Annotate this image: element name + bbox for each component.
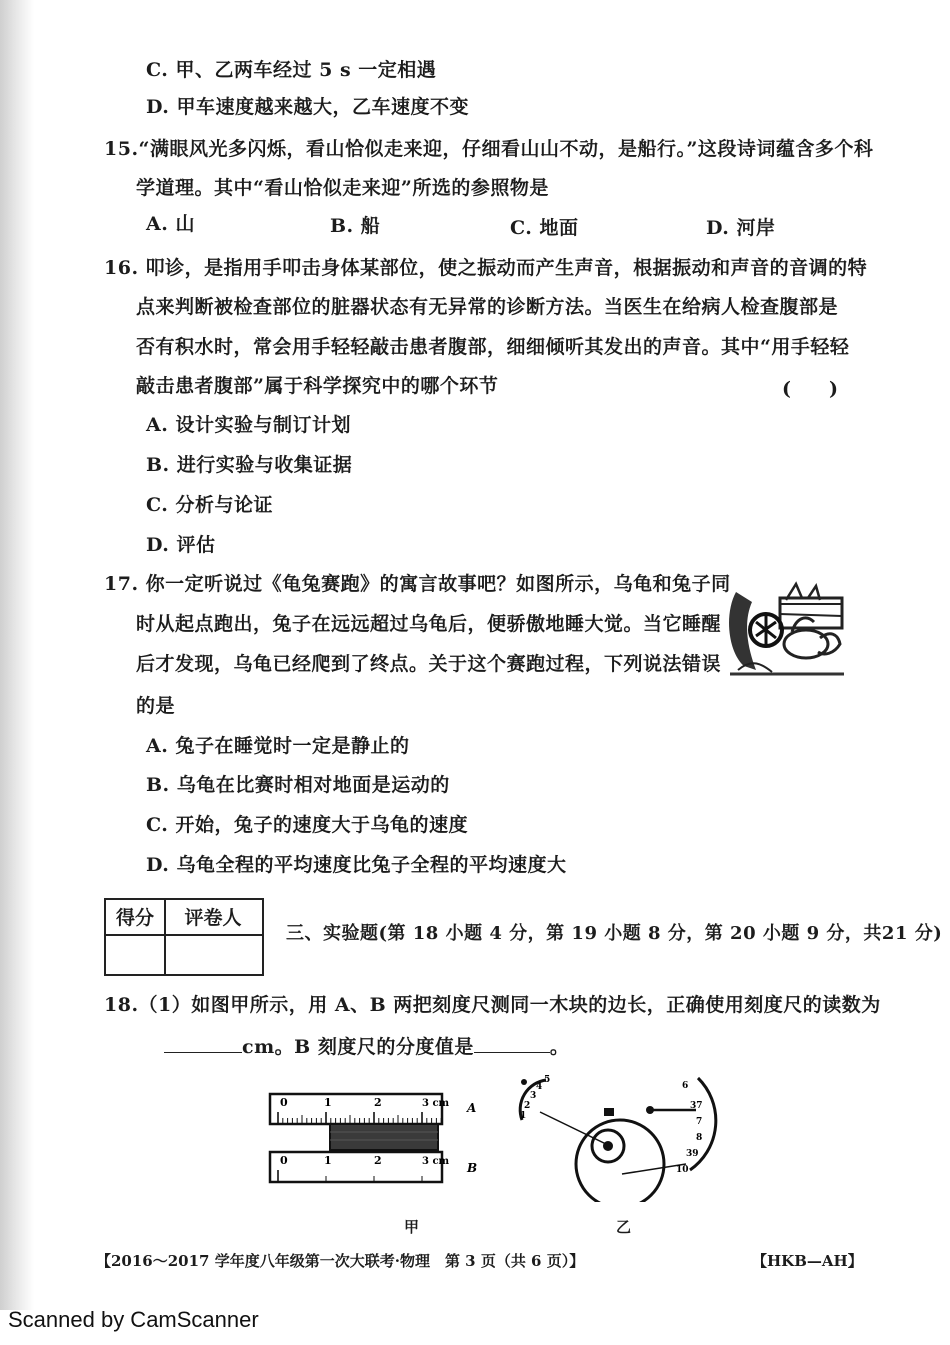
page-footer: 【2016～2017 学年度八年级第一次大联考·物理 第 3 页（共 6 页）】 (96, 1252, 585, 1270)
q17-option-b: B. 乌龟在比赛时相对地面是运动的 (146, 774, 450, 796)
ruler-b-body (270, 1152, 442, 1182)
q18-text-line1: 18.（1）如图甲所示，用 A、B 两把刻度尺测同一木块的边长，正确使用刻度尺的读数为 (104, 994, 881, 1016)
crown-button (604, 1108, 614, 1116)
q15-option-a: A. 山 (146, 213, 195, 235)
q15-option-c: C. 地面 (510, 217, 579, 239)
score-cell (106, 936, 166, 974)
figure-yi-label: 乙 (616, 1218, 632, 1236)
ruler-b-tick-0: 0 (280, 1154, 288, 1167)
q16-text-line3: 否有积水时，常会用手轻轻敲击患者腹部，细细倾听其发出的声音。其中“用手轻轻 (136, 336, 850, 358)
tortoise-hare-illustration (722, 574, 850, 682)
q15-option-d: D. 河岸 (706, 217, 776, 239)
paper-code: 【HKB—AH】 (752, 1252, 863, 1270)
q16-text-line1: 16. 叩诊，是指用手叩击身体某部位，使之振动而产生声音，根据振动和声音的音调的特 (104, 257, 868, 279)
small-dial-num-5: 5 (544, 1075, 551, 1085)
figure-jia-label: 甲 (404, 1218, 420, 1236)
stopwatch-body (576, 1120, 664, 1202)
q15-option-b: B. 船 (330, 215, 381, 237)
small-dial-num-3: 3 (530, 1091, 537, 1101)
q16-option-a: A. 设计实验与制订计划 (146, 414, 351, 436)
ruler-a-tick-2: 2 (374, 1096, 382, 1109)
q16-text-line2: 点来判断被检查部位的脏器状态有无异常的诊断方法。当医生在给病人检查腹部是 (136, 296, 839, 318)
ruler-a-label: A (467, 1101, 477, 1115)
q18-answer-blank-2[interactable] (474, 1034, 550, 1053)
big-dial-num-39: 39 (686, 1149, 699, 1159)
grader-cell (164, 936, 262, 974)
big-dial-num-10: 10 (676, 1165, 689, 1175)
scan-credit: Scanned by CamScanner (8, 1307, 259, 1332)
q18-end-text: 。 (549, 1036, 570, 1058)
q17-text-line1: 17. 你一定听说过《龟兔赛跑》的寓言故事吧？如图所示，乌龟和兔子同 (104, 573, 731, 595)
ruler-b-tick-1: 1 (324, 1154, 332, 1167)
q16-answer-paren: ( ) (782, 378, 838, 400)
q14-option-c: C. 甲、乙两车经过 5 s 一定相遇 (146, 59, 437, 81)
big-dial-num-8: 8 (696, 1133, 703, 1143)
grader-header: 评卷人 (164, 900, 262, 936)
q14-option-d: D. 甲车速度越来越大，乙车速度不变 (146, 96, 470, 118)
q17-option-d: D. 乌龟全程的平均速度比兔子全程的平均速度大 (146, 854, 567, 876)
ruler-a-tick-1: 1 (324, 1096, 332, 1109)
wooden-block (330, 1124, 438, 1150)
q18-unit-text: cm。B 刻度尺的分度值是 (242, 1036, 474, 1058)
q18-answer-blank-1[interactable] (164, 1034, 242, 1053)
q16-option-c: C. 分析与论证 (146, 494, 274, 516)
ruler-a-body (270, 1094, 442, 1124)
q17-option-a: A. 兔子在睡觉时一定是静止的 (146, 735, 410, 757)
small-dial-num-1: 1 (520, 1111, 527, 1121)
q15-text-line1: 15.“满眼风光多闪烁，看山恰似走来迎，仔细看山山不动，是船行。”这段诗词蕴含多个科 (104, 138, 874, 160)
big-dial-num-7: 7 (696, 1117, 703, 1127)
small-dial-num-2: 2 (524, 1101, 531, 1111)
q17-text-line3: 后才发现，乌龟已经爬到了终点。关于这个赛跑过程，下列说法错误 (136, 653, 722, 675)
q15-text-line2: 学道理。其中“看山恰似走来迎”所选的参照物是 (136, 177, 549, 199)
ruler-b-tick-2: 2 (374, 1154, 382, 1167)
ruler-b-label: B (467, 1161, 478, 1175)
q18-text-line2 (164, 1034, 569, 1059)
small-dial-num-4: 4 (536, 1082, 543, 1092)
q17-text-line4: 的是 (136, 695, 176, 717)
q16-text-line4: 敲击患者腹部”属于科学探究中的哪个环节 (136, 375, 499, 397)
ruler-a-tick-0: 0 (280, 1096, 288, 1109)
stopwatch-figure (510, 1072, 725, 1202)
q16-option-d: D. 评估 (146, 534, 216, 556)
small-dial-marker (521, 1079, 527, 1085)
big-dial-num-6: 6 (682, 1081, 689, 1091)
score-table (104, 898, 264, 976)
ruler-b-tick-3: 3 cm (422, 1156, 450, 1167)
ruler-a-tick-3: 3 cm (422, 1098, 450, 1109)
q16-option-b: B. 进行实验与收集证据 (146, 454, 353, 476)
ruler-figure (262, 1088, 492, 1188)
section-3-heading: 三、实验题(第 18 小题 4 分，第 19 小题 8 分，第 20 小题 9 分，共21 分) (286, 923, 943, 944)
big-dial-num-37: 37 (690, 1101, 703, 1111)
score-header: 得分 (106, 900, 166, 936)
q17-text-line2: 时从起点跑出，兔子在远远超过乌龟后，便骄傲地睡大觉。当它睡醒 (136, 613, 722, 635)
q17-option-c: C. 开始，兔子的速度大于乌龟的速度 (146, 814, 469, 836)
